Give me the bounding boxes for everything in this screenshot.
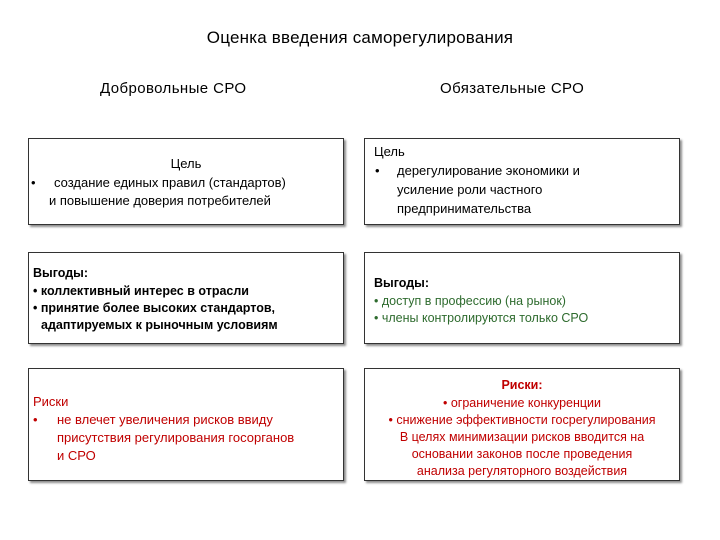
mandatory-goal-bullet: • [375, 163, 380, 178]
mandatory-goal-box [364, 138, 680, 225]
mandatory-benefit-1: • доступ в профессию (на рынок) [374, 294, 566, 308]
mandatory-risk-1: • ограничение конкуренции [442, 396, 602, 410]
voluntary-risk-text-2: присутствия регулирования госорганов [57, 430, 295, 445]
mandatory-risk-note-3: анализа регуляторного воздействия [416, 464, 628, 478]
voluntary-benefits-heading: Выгоды: [33, 266, 88, 280]
mandatory-benefit-2: • члены контролируются только СРО [374, 311, 589, 325]
mandatory-risk-2: • снижение эффективности госрегулирования [388, 413, 656, 427]
mandatory-benefits-box [364, 252, 680, 344]
column-header-voluntary: Добровольные СРО [100, 80, 247, 97]
voluntary-benefit-2: • принятие более высоких стандартов, [33, 301, 275, 315]
voluntary-risks-heading: Риски [33, 394, 69, 409]
mandatory-risks-heading: Риски: [501, 378, 543, 392]
mandatory-goal-text-1: дерегулирование экономики и [397, 163, 580, 178]
voluntary-goal-text-2: и повышение доверия потребителей [49, 193, 271, 208]
mandatory-benefits-heading: Выгоды: [374, 276, 429, 290]
mandatory-risks-box [364, 368, 680, 481]
slide-title: Оценка введения саморегулирования [206, 28, 514, 47]
mandatory-goal-text-2: усиление роли частного [397, 182, 543, 197]
voluntary-risks-box [28, 368, 344, 481]
mandatory-goal-text-3: предпринимательства [397, 201, 532, 216]
voluntary-benefits-box [28, 252, 344, 344]
column-header-mandatory: Обязательные СРО [440, 80, 585, 97]
voluntary-benefit-1: • коллективный интерес в отрасли [33, 284, 249, 298]
voluntary-goal-box [28, 138, 344, 225]
mandatory-risk-note-1: В целях минимизации рисков вводится на [399, 430, 645, 444]
voluntary-risk-text-1: не влечет увеличения рисков ввиду [57, 412, 273, 427]
voluntary-risks-bullet: • [33, 412, 38, 427]
voluntary-goal-bullet: • [31, 175, 36, 190]
voluntary-goal-text-1: создание единых правил (стандартов) [54, 175, 286, 190]
voluntary-goal-heading: Цель [170, 156, 202, 171]
mandatory-goal-heading: Цель [374, 144, 405, 159]
mandatory-risk-note-2: основании законов после проведения [411, 447, 633, 461]
voluntary-benefit-3: адаптируемых к рыночным условиям [41, 318, 278, 332]
voluntary-risk-text-3: и СРО [57, 448, 96, 463]
